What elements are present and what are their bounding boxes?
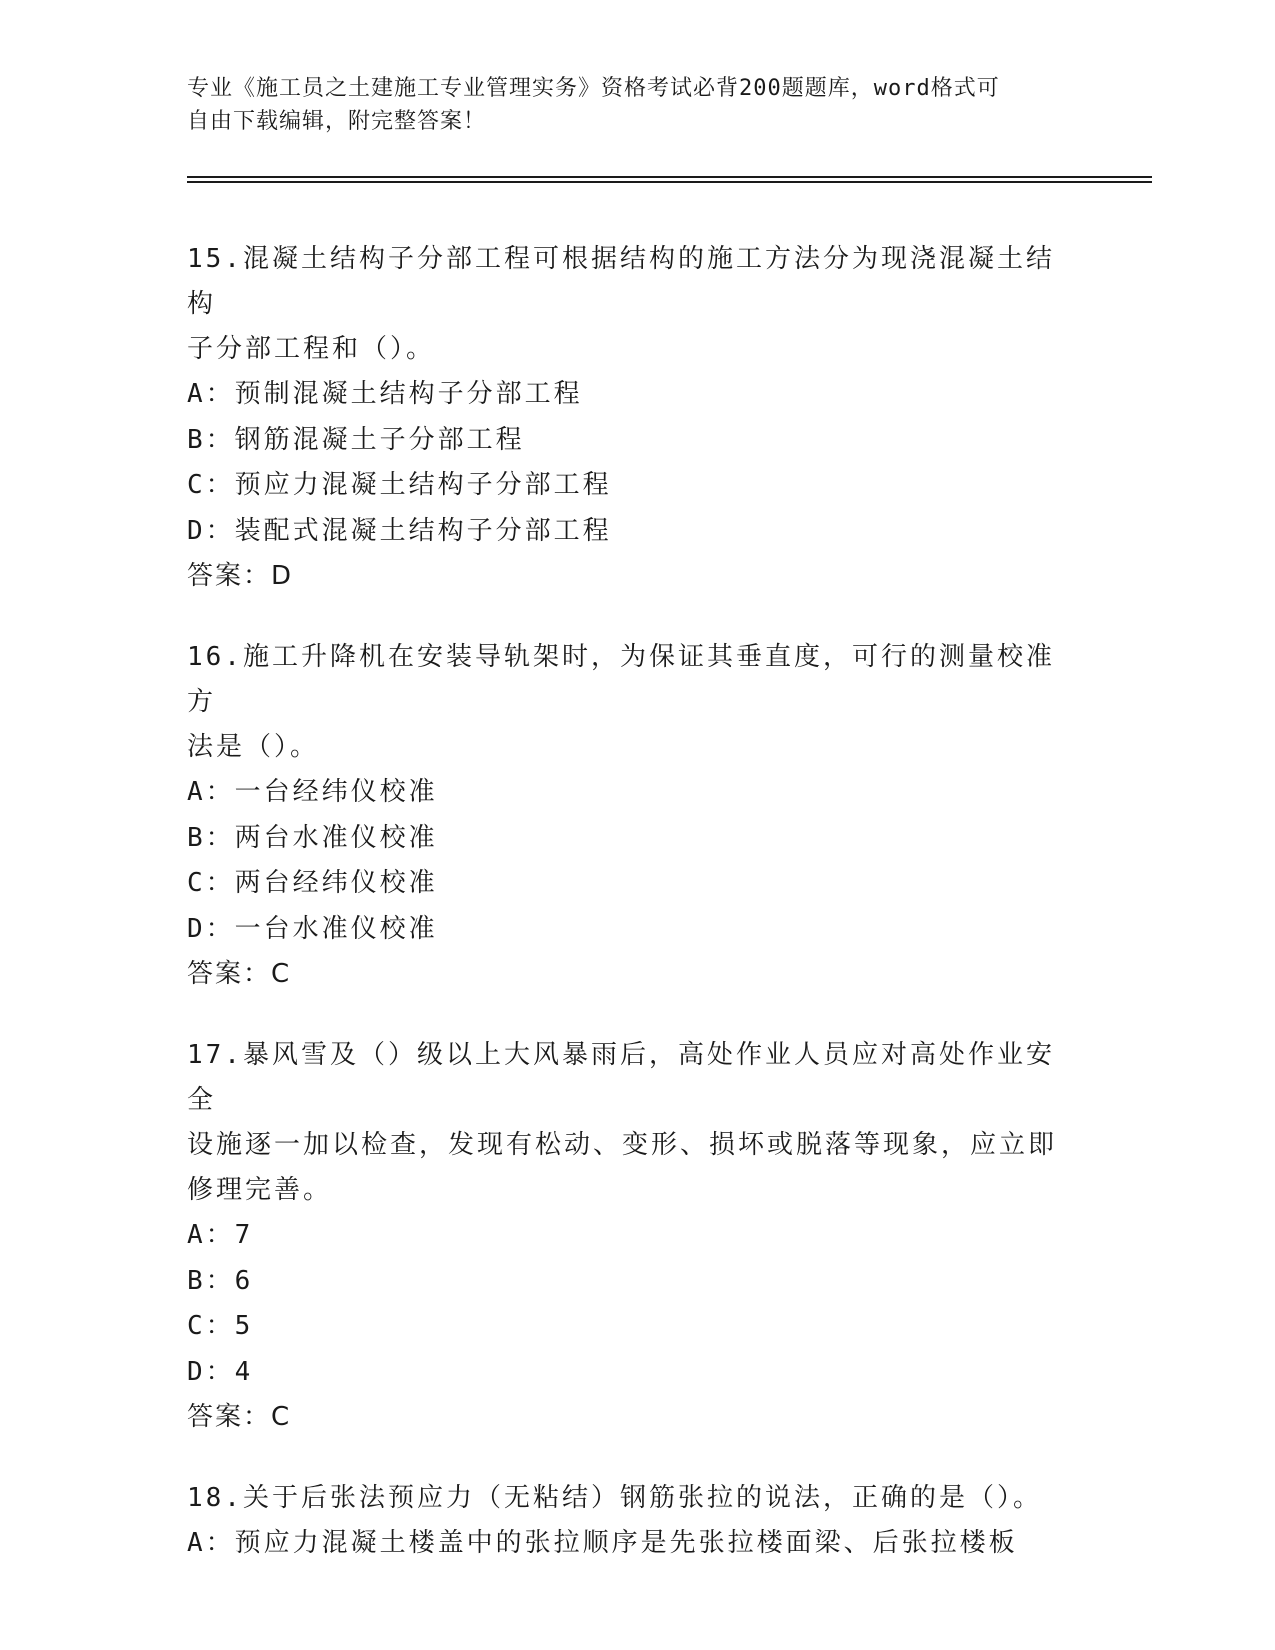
question-stem-line: 17.暴风雪及（）级以上大风暴雨后，高处作业人员应对高处作业安全	[187, 1040, 1055, 1115]
question-stem-line: 法是（）。	[187, 732, 320, 762]
option-a: A：预制混凝土结构子分部工程	[187, 379, 583, 409]
question-15	[187, 237, 1077, 599]
question-stem	[187, 237, 1077, 372]
option-d: D：一台水准仪校准	[187, 913, 438, 944]
question-stem	[187, 1033, 1077, 1213]
option-d: D：装配式混凝土结构子分部工程	[187, 515, 612, 546]
option-b: B：钢筋混凝土子分部工程	[187, 424, 525, 455]
question-stem	[187, 635, 1077, 770]
answer-line	[187, 952, 1077, 997]
question-16	[187, 635, 1077, 997]
question-stem-line: 16.施工升降机在安装导轨架时，为保证其垂直度，可行的测量校准方	[187, 642, 1055, 717]
option-a: A：预应力混凝土楼盖中的张拉顺序是先张拉楼面梁、后张拉楼板	[187, 1528, 1018, 1558]
answer-line	[187, 554, 1077, 599]
option-a: A：7	[187, 1220, 254, 1250]
question-stem-line: 设施逐一加以检查，发现有松动、变形、损坏或脱落等现象，应立即	[187, 1130, 1058, 1160]
question-stem-line: 15.混凝土结构子分部工程可根据结构的施工方法分为现浇混凝土结构	[187, 244, 1055, 319]
answer-label: 答案：	[187, 561, 272, 591]
header-divider-bottom	[187, 181, 1152, 183]
answer-value: C	[271, 1402, 292, 1432]
answer-label: 答案：	[187, 1402, 272, 1432]
answer-line	[187, 1395, 1077, 1440]
document-header	[187, 72, 1067, 138]
option-c: C：两台经纬仪校准	[187, 868, 438, 898]
option-b: B：两台水准仪校准	[187, 822, 438, 853]
question-17	[187, 1033, 1077, 1440]
answer-value: D	[271, 561, 294, 591]
option-c: C：预应力混凝土结构子分部工程	[187, 470, 612, 500]
option-b: B：6	[187, 1265, 254, 1296]
question-18	[187, 1476, 1077, 1567]
option-d: D：4	[187, 1356, 254, 1387]
question-stem-line: 18.关于后张法预应力（无粘结）钢筋张拉的说法，正确的是（）。	[187, 1483, 1042, 1513]
option-a: A：一台经纬仪校准	[187, 777, 438, 807]
question-stem	[187, 1476, 1077, 1521]
header-divider-top	[187, 176, 1152, 178]
answer-label: 答案：	[187, 959, 272, 989]
question-list	[187, 237, 1077, 1603]
question-stem-line: 修理完善。	[187, 1175, 333, 1205]
answer-value: C	[271, 959, 292, 989]
option-c: C：5	[187, 1311, 254, 1341]
header-line-2: 自由下载编辑，附完整答案！	[187, 109, 487, 134]
question-stem-line: 子分部工程和（）。	[187, 334, 436, 364]
header-line-1: 专业《施工员之土建施工专业管理实务》资格考试必背200题题库，word格式可	[187, 76, 1000, 101]
